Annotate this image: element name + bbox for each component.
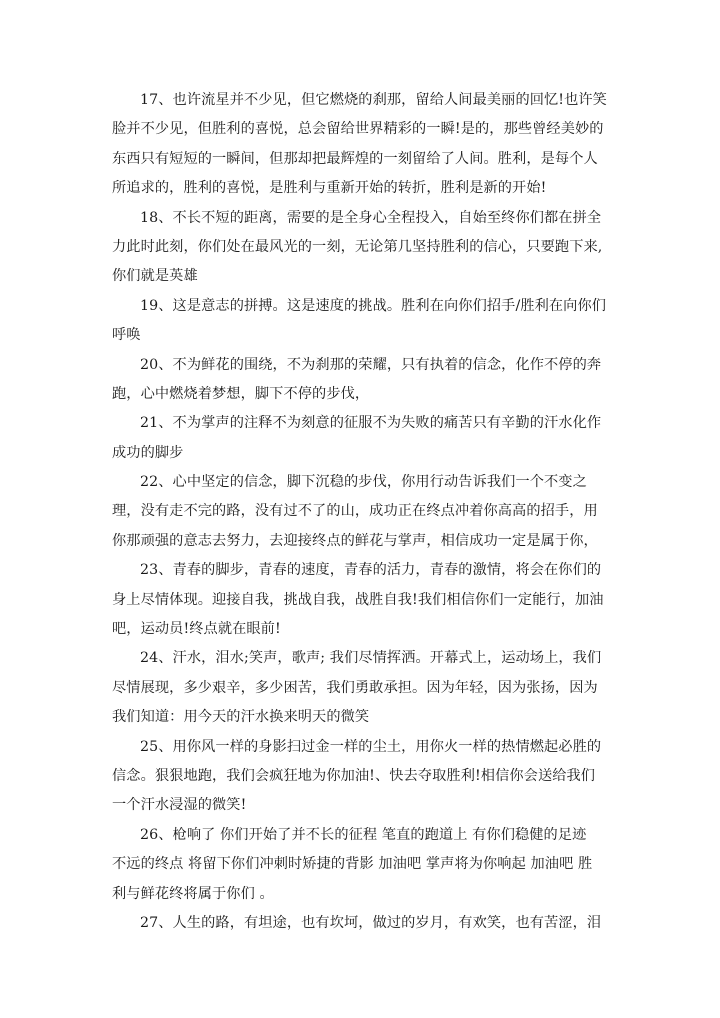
text-line: 吧，运动员!终点就在眼前! <box>112 621 281 638</box>
text-line: 信念。狠狠地跑，我们会疯狂地为你加油!、快去夺取胜利!相信你会送给我们 <box>112 767 596 784</box>
text-line: 19、这是意志的拼搏。这是速度的挑战。胜利在向你们招手/胜利在向你们 <box>140 297 607 314</box>
text-line: 26、枪响了 你们开始了并不长的征程 笔直的跑道上 有你们稳健的足迹 <box>140 826 587 843</box>
text-line: 呼唤 <box>112 327 141 344</box>
text-line: 24、汗水，泪水;笑声，歌声; 我们尽情挥洒。开幕式上，运动场上，我们 <box>140 650 602 667</box>
text-line: 成功的脚步 <box>112 444 184 461</box>
text-line: 25、用你风一样的身影扫过金一样的尘土，用你火一样的热情燃起必胜的 <box>140 738 602 755</box>
text-line: 跑，心中燃烧着梦想，脚下不停的步伐， <box>112 385 370 402</box>
text-line: 20、不为鲜花的围绕，不为刹那的荣耀，只有执着的信念，化作不停的奔 <box>140 356 602 373</box>
text-line: 27、人生的路，有坦途，也有坎坷，做过的岁月，有欢笑，也有苦涩，泪 <box>140 914 602 931</box>
text-line: 17、也许流星并不少见，但它燃烧的刹那，留给人间最美丽的回忆!也许笑 <box>140 92 607 108</box>
text-line: 脸并不少见，但胜利的喜悦，总会留给世界精彩的一瞬!是的，那些曾经美妙的 <box>112 121 604 138</box>
text-line: 不远的终点 将留下你们冲刺时矫捷的背影 加油吧 掌声将为你响起 加油吧 胜 <box>112 856 593 873</box>
text-line: 22、心中坚定的信念，脚下沉稳的步伐，你用行动告诉我们一个不变之 <box>140 474 587 491</box>
text-line: 我们知道：用今天的汗水换来明天的微笑 <box>112 709 370 726</box>
text-line: 你们就是英雄 <box>112 268 198 285</box>
document-page <box>112 86 612 938</box>
text-line: 一个汗水浸湿的微笑! <box>112 797 247 814</box>
text-line: 利与鲜花终将属于你们 。 <box>112 885 274 902</box>
text-line: 你那顽强的意志去努力，去迎接终点的鲜花与掌声，相信成功一定是属于你， <box>112 532 598 549</box>
text-line: 尽情展现，多少艰辛，多少困苦，我们勇敢承担。因为年轻，因为张扬，因为 <box>112 679 598 696</box>
text-line: 21、不为掌声的注释不为刻意的征服不为失败的痛苦只有辛勤的汗水化作 <box>140 415 602 432</box>
text-line: 理，没有走不完的路，没有过不了的山，成功正在终点冲着你高高的招手，用 <box>112 503 598 520</box>
text-line: 18、不长不短的距离，需要的是全身心全程投入，自始至终你们都在拼全 <box>140 209 602 226</box>
text-line: 东西只有短短的一瞬间，但那却把最辉煌的一刻留给了人间。胜利，是每个人 <box>112 150 598 167</box>
text-line: 23、青春的脚步，青春的速度，青春的活力，青春的激情，将会在你们的 <box>140 562 602 579</box>
text-line: 所追求的，胜利的喜悦，是胜利与重新开始的转折，胜利是新的开始! <box>112 180 547 197</box>
text-line: 力此时此刻，你们处在最风光的一刻，无论第几坚持胜利的信心，只要跑下来, <box>112 238 603 255</box>
text-line: 身上尽情体现。迎接自我，挑战自我，战胜自我!我们相信你们一定能行，加油 <box>112 591 604 608</box>
